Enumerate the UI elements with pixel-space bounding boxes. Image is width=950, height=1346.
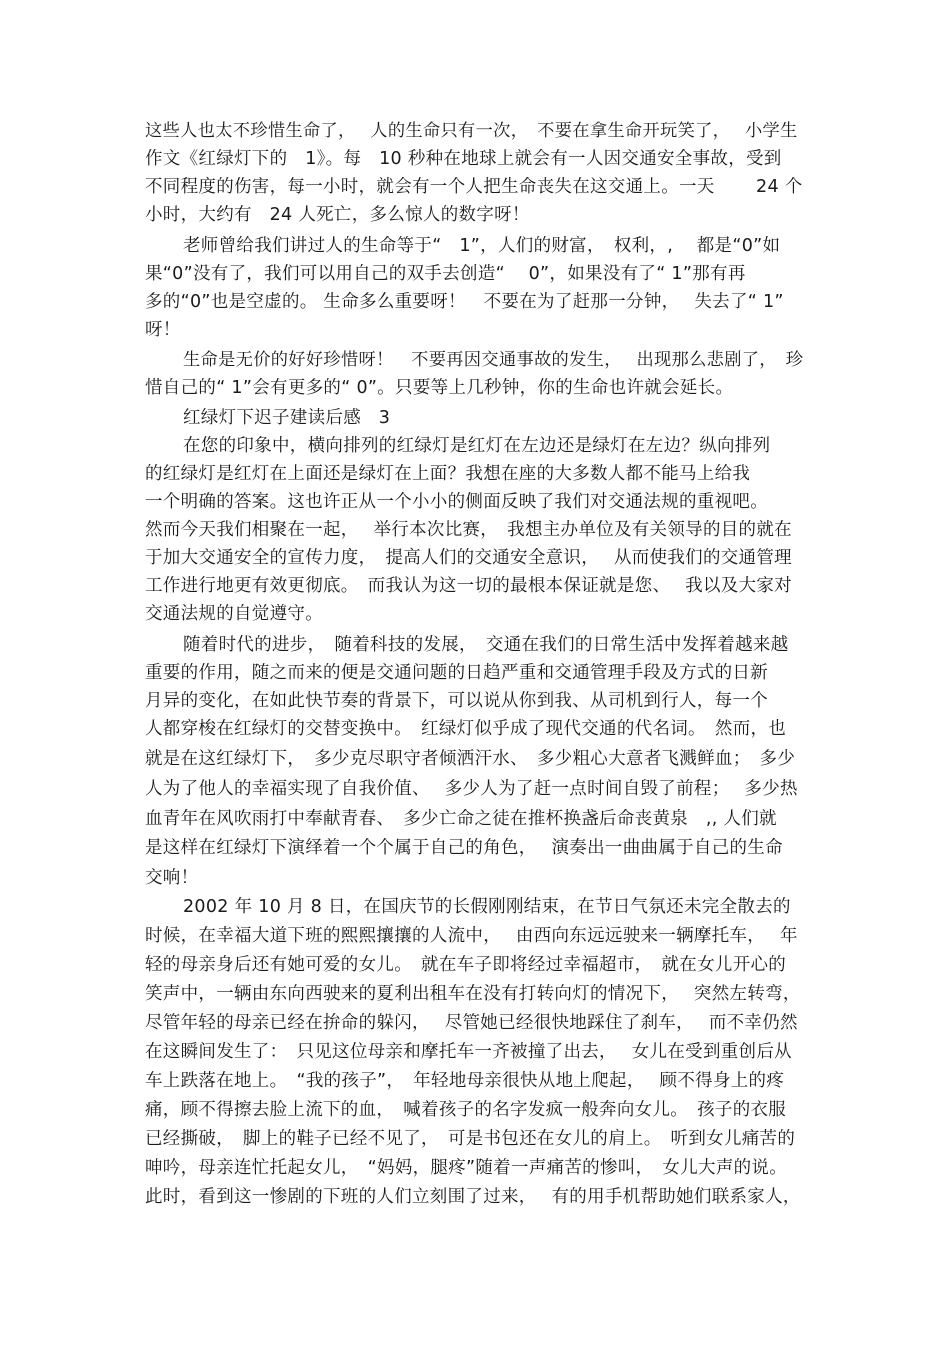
text-line: 一个明确的答案。这也许正从一个小小的侧面反映了我们对交通法规的重视吧。 bbox=[145, 492, 768, 512]
text-line: 时候，在幸福大道下班的熙熙攘攘的人流中， 由西向东远远驶来一辆摩托车， 年 bbox=[145, 926, 798, 946]
text-line: 在这瞬间发生了： 只见这位母亲和摩托车一齐被撞了出去， 女儿在受到重创后从 bbox=[145, 1042, 792, 1062]
text-line: 是这样在红绿灯下演绎着一个个属于自己的角色， 演奏出一曲曲属于自己的生命 bbox=[145, 838, 783, 858]
text-line: 就是在这红绿灯下， 多少克尽职守者倾洒汗水、 多少粗心大意者飞溅鲜血； 多少 bbox=[145, 749, 796, 769]
text-line: 交通法规的自觉遵守。 bbox=[145, 604, 323, 624]
text-line: 作文《红绿灯下的 1》。每 10 秒种在地球上就会有一人因交通安全事故，受到 bbox=[145, 149, 782, 169]
text-line: 车上跌落在地上。 “我的孩子”， 年轻地母亲很快从地上爬起， 顾不得身上的疼 bbox=[145, 1071, 785, 1091]
paragraph-first-line: 2002 年 10 月 8 日，在国庆节的长假刚刚结束，在节日气氛还未完全散去的 bbox=[183, 897, 791, 917]
text-line: 已经撕破， 脚上的鞋子已经不见了， 可是书包还在女儿的肩上。 听到女儿痛苦的 bbox=[145, 1129, 796, 1149]
text-line: 笑声中，一辆由东向西驶来的夏利出租车在没有打转向灯的情况下， 突然左转弯， bbox=[145, 984, 801, 1004]
paragraph-first-line: 随着时代的进步， 随着科技的发展， 交通在我们的日常生活中发挥着越来越 bbox=[183, 635, 789, 655]
text-line: 月异的变化，在如此快节奏的背景下，可以说从你到我、从司机到行人，每一个 bbox=[145, 691, 768, 711]
text-line: 痛，顾不得擦去脸上流下的血， 喊着孩子的名字发疯一般奔向女儿。 孩子的衣服 bbox=[145, 1100, 787, 1120]
text-line: 重要的作用，随之而来的便是交通问题的日趋严重和交通管理手段及方式的日新 bbox=[145, 663, 768, 683]
text-line: 于加大交通安全的宣传力度， 提高人们的交通安全意识， 从而使我们的交通管理 bbox=[145, 548, 792, 568]
text-line: 此时，看到这一惨剧的下班的人们立刻围了过来， 有的用手机帮助她们联系家人， bbox=[145, 1187, 801, 1207]
text-line: 血青年在风吹雨打中奉献青春、 多少亡命之徒在推杯换盏后命丧黄泉 ,, 人们就 bbox=[145, 809, 777, 829]
text-line: 果“0”没有了，我们可以用自己的双手去创造“ 0”，如果没有了“ 1”那有再 bbox=[145, 264, 746, 284]
text-line: 人都穿梭在红绿灯的交替变换中。 红绿灯似乎成了现代交通的代名词。 然而，也 bbox=[145, 719, 787, 739]
section-heading: 红绿灯下迟子建读后感 3 bbox=[183, 408, 391, 428]
text-line: 呻吟，母亲连忙托起女儿， “妈妈，腿疼”随着一声痛苦的惨叫， 女儿大声的说。 bbox=[145, 1158, 788, 1178]
text-line: 惜自己的“ 1”会有更多的“ 0”。只要等上几秒钟，你的生命也许就会延长。 bbox=[145, 378, 734, 398]
text-line: 不同程度的伤害，每一小时，就会有一个人把生命丧失在这交通上。一天 24 个 bbox=[145, 177, 803, 197]
paragraph-first-line: 生命是无价的好好珍惜呀！ 不要再因交通事故的发生， 出现那么悲剧了， 珍 bbox=[183, 350, 804, 370]
text-line: 多的“0”也是空虚的。 生命多么重要呀！ 不要在为了赶那一分钟， 失去了“ 1” bbox=[145, 292, 784, 312]
text-line: 呀！ bbox=[145, 320, 181, 340]
text-line: 尽管年轻的母亲已经在拚命的躲闪， 尽管她已经很快地踩住了刹车， 而不幸仍然 bbox=[145, 1013, 798, 1033]
text-line: 的红绿灯是红灯在上面还是绿灯在上面？我想在座的大多数人都不能马上给我 bbox=[145, 464, 751, 484]
text-line: 这些人也太不珍惜生命了， 人的生命只有一次， 不要在拿生命开玩笑了， 小学生 bbox=[145, 121, 798, 141]
paragraph-first-line: 老师曾给我们讲过人的生命等于“ 1”，人们的财富， 权利，, 都是“0”如 bbox=[183, 236, 781, 256]
text-line: 然而今天我们相聚在一起， 举行本次比赛， 我想主办单位及有关领导的目的就在 bbox=[145, 520, 792, 540]
text-line: 人为了他人的幸福实现了自我价值、 多少人为了赶一点时间自毁了前程； 多少热 bbox=[145, 779, 798, 799]
text-line: 工作进行地更有效更彻底。 而我认为这一切的最根本保证就是您、 我以及大家对 bbox=[145, 576, 792, 596]
text-line: 轻的母亲身后还有她可爱的女儿。 就在车子即将经过幸福超市， 就在女儿开心的 bbox=[145, 955, 787, 975]
text-line: 小时，大约有 24 人死亡，多么惊人的数字呀！ bbox=[145, 205, 530, 225]
text-line: 交响！ bbox=[145, 868, 199, 888]
paragraph-first-line: 在您的印象中，横向排列的红绿灯是红灯在左边还是绿灯在左边？纵向排列 bbox=[183, 436, 771, 456]
